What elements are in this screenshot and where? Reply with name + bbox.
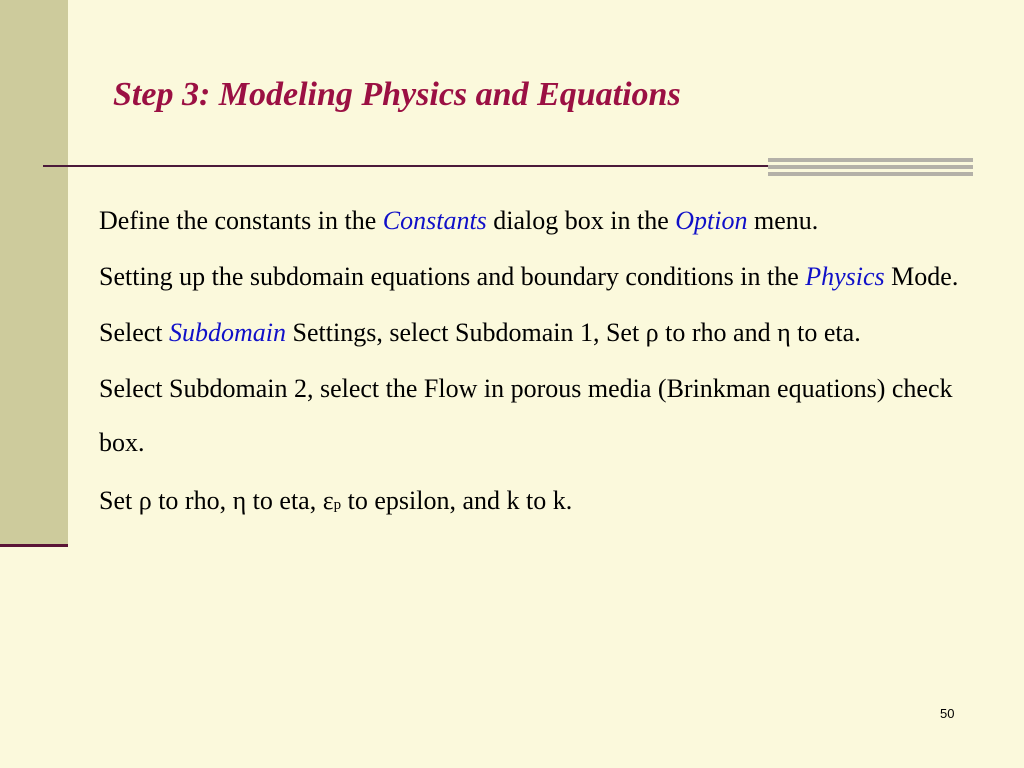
paragraph-subdomain-2: Select Subdomain 2, select the Flow in porous media (Brinkman equations) check box. [99, 374, 953, 457]
page-number: 50 [940, 706, 955, 721]
epsilon-subscript: p [333, 497, 342, 513]
left-sidebar-decoration [0, 0, 68, 545]
keyword-constants: Constants [382, 206, 487, 235]
paragraph-subdomain-equations: Setting up the subdomain equations and boundary conditions in the Physics Mode. [99, 262, 959, 291]
sidebar-accent-line [0, 544, 68, 547]
keyword-physics: Physics [805, 262, 885, 291]
paragraph-set-values: Set ρ to rho, η to eta, εp to epsilon, and k to k. [99, 486, 573, 515]
divider-accent-bands [768, 158, 973, 179]
paragraph-subdomain-1: Select Subdomain Settings, select Subdomain 1, Set ρ to rho and η to eta. [99, 318, 861, 347]
paragraph-define-constants: Define the constants in the Constants dialog box in the Option menu. [99, 206, 819, 235]
keyword-option: Option [675, 206, 748, 235]
slide-body [99, 194, 989, 534]
keyword-subdomain: Subdomain [169, 318, 287, 347]
slide-title: Step 3: Modeling Physics and Equations [113, 76, 681, 113]
